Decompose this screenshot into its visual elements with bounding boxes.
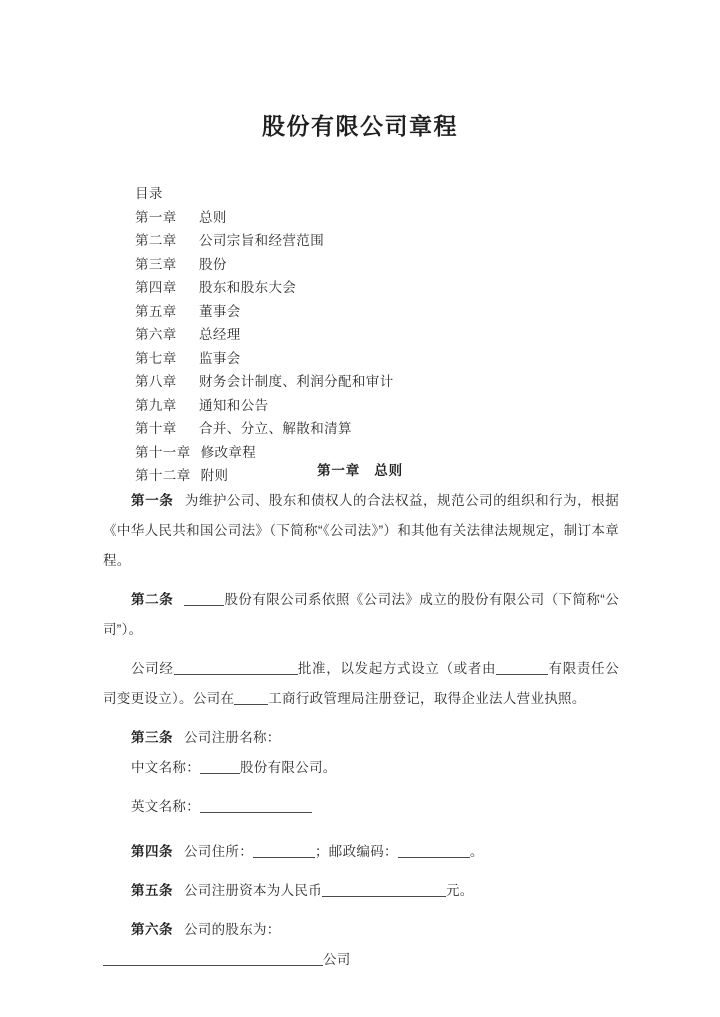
- toc-item-label: 通知和公告: [199, 397, 269, 413]
- article-3-english-name: [103, 792, 619, 822]
- toc-item-number: 第十一章: [135, 444, 191, 460]
- toc-item-label: 监事会: [199, 350, 241, 366]
- shareholder-suffix: 公司: [323, 952, 351, 967]
- toc-item-chapter-6[interactable]: [135, 323, 615, 347]
- approval-authority-blank[interactable]: [174, 661, 298, 675]
- approval-mid: 批准，以发起方式设立（或者由: [297, 661, 497, 676]
- article-5: [103, 876, 619, 906]
- approval-tail: 工商行政管理局注册登记，取得企业法人营业执照。: [268, 691, 586, 706]
- article-1-text: 为维护公司、股东和债权人的合法权益，规范公司的组织和行为，根据《中华人民共和国公司法》（下简称“《公司法》”）和其他有关法律法规规定，制订本章程。: [103, 493, 619, 568]
- page-title: 股份有限公司章程: [262, 113, 458, 139]
- registered-capital-blank[interactable]: [322, 883, 446, 897]
- company-name-blank[interactable]: [184, 592, 224, 606]
- article-2-number: 第二条: [131, 592, 174, 607]
- article-1-number: 第一条: [131, 493, 174, 508]
- toc-item-chapter-9[interactable]: [135, 394, 615, 418]
- toc-item-chapter-7[interactable]: [135, 347, 615, 371]
- toc-item-chapter-10[interactable]: [135, 417, 615, 441]
- toc-item-number: 第八章: [135, 374, 177, 389]
- toc-item-number: 第三章: [135, 256, 177, 272]
- table-of-contents: [135, 182, 615, 488]
- toc-item-label: 总则: [199, 209, 227, 225]
- toc-heading: 目录: [135, 186, 163, 201]
- article-3-chinese-name: [103, 753, 619, 783]
- toc-item-chapter-3[interactable]: [135, 253, 615, 277]
- company-address-blank[interactable]: [253, 844, 315, 858]
- chinese-name-blank[interactable]: [200, 760, 240, 774]
- toc-item-label: 公司宗旨和经营范围: [199, 233, 325, 248]
- toc-item-chapter-1[interactable]: [135, 206, 615, 230]
- toc-item-label: 董事会: [199, 303, 241, 319]
- article-6-text: 公司的股东为：: [184, 922, 281, 937]
- toc-item-number: 第十二章: [135, 468, 191, 483]
- approval-after: 有限责任公司变更设立）。公司在: [103, 661, 619, 706]
- toc-item-label: 附则: [200, 468, 229, 483]
- toc-item-number: 第四章: [135, 280, 177, 295]
- document-body: [103, 486, 619, 975]
- toc-item-number: 第六章: [135, 327, 177, 342]
- article-5-number: 第五条: [131, 883, 173, 898]
- toc-item-chapter-2[interactable]: [135, 229, 615, 253]
- chapter-heading: 第一章 总则: [317, 463, 403, 478]
- toc-item-number: 第九章: [135, 397, 177, 413]
- toc-item-number: 第二章: [135, 233, 177, 248]
- postal-code-blank[interactable]: [398, 844, 470, 858]
- toc-item-label: 股东和股东大会: [199, 280, 297, 295]
- english-name-blank[interactable]: [200, 799, 312, 813]
- article-3: [103, 723, 619, 753]
- toc-item-label: 财务会计制度、利润分配和审计: [199, 374, 394, 389]
- article-1: [103, 486, 619, 576]
- article-6-number: 第六条: [131, 922, 173, 937]
- toc-item-label: 修改章程: [200, 444, 257, 460]
- article-4-mid: ；邮政编码：: [315, 844, 398, 859]
- article-2-text: 股份有限公司系依照《公司法》成立的股份有限公司（下简称“公司”）。: [103, 592, 619, 637]
- article-3-number: 第三条: [131, 730, 173, 745]
- shareholder-entry-line: [103, 945, 619, 975]
- chinese-name-label: 中文名称：: [131, 760, 200, 775]
- toc-item-label: 股份: [199, 256, 227, 272]
- article-3-text: 公司注册名称：: [184, 730, 281, 745]
- article-4-number: 第四条: [131, 844, 173, 859]
- toc-item-chapter-8[interactable]: [135, 370, 615, 394]
- toc-item-chapter-4[interactable]: [135, 276, 615, 300]
- article-4-suffix: 。: [469, 844, 484, 859]
- toc-item-number: 第十章: [135, 421, 177, 436]
- toc-item-number: 第一章: [135, 209, 177, 225]
- shareholder-name-blank[interactable]: [103, 952, 323, 966]
- toc-item-number: 第七章: [135, 350, 177, 366]
- article-4-prefix: 公司住所：: [184, 844, 253, 859]
- toc-item-label: 合并、分立、解散和清算: [199, 421, 352, 436]
- toc-item-number: 第五章: [135, 303, 177, 319]
- english-name-label: 英文名称：: [131, 799, 200, 814]
- approval-prefix: 公司经: [131, 661, 174, 676]
- article-2: [103, 585, 619, 645]
- article-5-prefix: 公司注册资本为人民币: [184, 883, 322, 898]
- predecessor-company-blank[interactable]: [496, 661, 548, 675]
- registration-bureau-blank[interactable]: [234, 691, 268, 705]
- toc-item-label: 总经理: [199, 327, 241, 342]
- toc-item-chapter-5[interactable]: [135, 300, 615, 324]
- article-6: [103, 915, 619, 945]
- chinese-name-suffix: 股份有限公司。: [240, 760, 337, 775]
- article-2-approval: [103, 654, 619, 714]
- article-5-suffix: 元。: [446, 883, 474, 898]
- article-4: [103, 837, 619, 867]
